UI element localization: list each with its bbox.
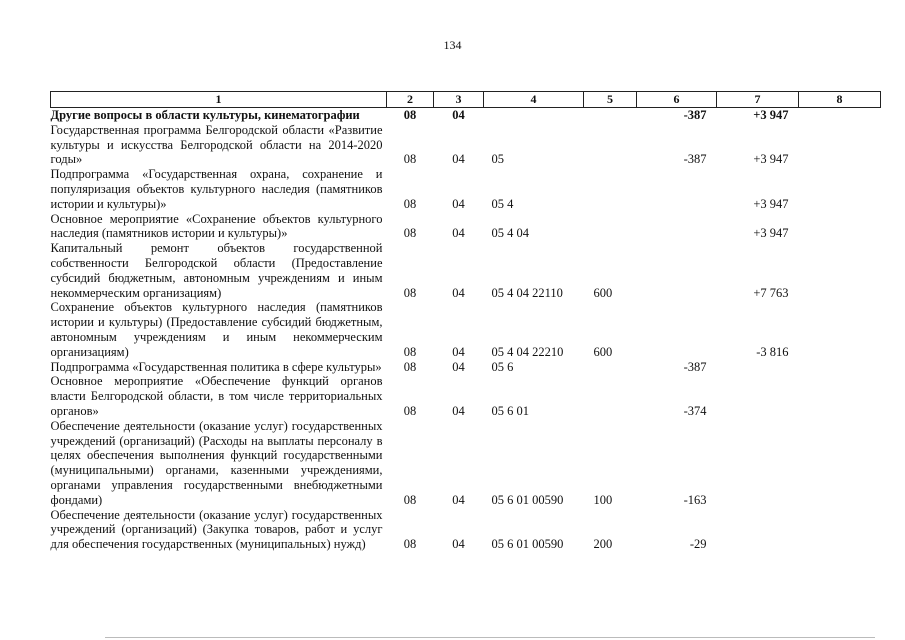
cell-col8 <box>799 508 881 552</box>
cell-section: 08 <box>403 285 417 300</box>
cell-col7: +3 947 <box>753 196 789 211</box>
cell-section: 08 <box>403 196 417 211</box>
row-name: Подпрограмма «Государственная политика в сфере культуры» <box>50 359 382 374</box>
cell-subsection: 04 <box>452 108 465 122</box>
cell-section: 08 <box>403 226 417 241</box>
column-header: 4 <box>484 92 584 108</box>
header-row <box>51 92 881 108</box>
cell-expense-type <box>584 360 637 375</box>
cell-col8 <box>799 167 881 211</box>
cell-section: 08 <box>403 403 417 418</box>
cell-col8 <box>799 374 881 418</box>
row-name: Сохранение объектов культурного наследия (памятников истории и культуры) (Предоставление субсидий бюджетным, автономным учреждениям и иным некоммерческим организациям) <box>50 300 383 359</box>
cell-target-code: 05 4 <box>491 196 514 211</box>
cell-col6: -387 <box>683 152 707 167</box>
row-name: Другие вопросы в области культуры, кинематографии <box>50 108 360 122</box>
cell-expense-type <box>584 374 637 418</box>
cell-col6: -374 <box>683 403 707 418</box>
cell-col6: -163 <box>683 492 707 507</box>
cell-subsection: 04 <box>452 152 465 167</box>
cell-expense-type: 100 <box>593 492 613 507</box>
row-name: Капитальный ремонт объектов государственной собственности Белгородской области (Предоставление субсидий бюджетным, автономным учреждениям и иным некоммерческим организациям) <box>50 241 383 300</box>
table-row <box>51 241 881 300</box>
cell-section: 08 <box>403 108 417 122</box>
cell-col6: -387 <box>683 359 707 374</box>
cell-col7 <box>717 360 799 375</box>
cell-col8 <box>799 419 881 508</box>
cell-target-code: 05 4 04 22110 <box>491 285 563 300</box>
cell-expense-type <box>584 108 637 123</box>
row-name: Обеспечение деятельности (оказание услуг) государственных учреждений (организаций) (Закупка товаров, работ и услуг для обеспечения государственных (муниципальных) нужд) <box>50 507 383 552</box>
cell-target-code: 05 6 <box>491 359 514 374</box>
cell-col7: +3 947 <box>753 226 789 241</box>
column-header: 7 <box>717 92 799 108</box>
cell-section: 08 <box>403 359 417 374</box>
cell-subsection: 04 <box>452 344 465 359</box>
cell-col7 <box>717 419 799 508</box>
cell-col7 <box>717 374 799 418</box>
cell-col7 <box>717 508 799 552</box>
row-name: Основное мероприятие «Обеспечение функций органов власти Белгородской области, в том числе территориальных органов» <box>50 374 383 418</box>
cell-col7: +7 763 <box>753 285 789 300</box>
cell-section: 08 <box>403 492 417 507</box>
cell-target-code: 05 4 04 22210 <box>491 344 564 359</box>
table-row <box>51 508 881 552</box>
column-header: 8 <box>799 92 881 108</box>
page-number: 134 <box>443 38 462 52</box>
page-bottom-divider <box>105 637 875 638</box>
row-name: Подпрограмма «Государственная охрана, сохранение и популяризация объектов культурного наследия (памятников истории и культуры)» <box>50 167 383 211</box>
table-row <box>51 123 881 167</box>
cell-target-code: 05 6 01 <box>491 403 529 418</box>
cell-col6 <box>637 241 717 300</box>
column-header: 1 <box>51 92 387 108</box>
cell-col7: -3 816 <box>756 344 789 359</box>
cell-subsection: 04 <box>452 196 465 211</box>
row-name: Обеспечение деятельности (оказание услуг) государственных учреждений (организаций) (Расходы на выплаты персоналу в целях обеспечения выполнения функций государственными (муниципальными) органами, казенными учреждениями, органами управления государственными внебюджетными фондами) <box>50 418 383 507</box>
cell-expense-type <box>584 167 637 211</box>
table-row <box>51 419 881 508</box>
table-row <box>51 374 881 418</box>
cell-col8 <box>799 241 881 300</box>
cell-col6: -387 <box>683 108 707 122</box>
cell-target-code: 05 6 01 00590 <box>491 492 564 507</box>
cell-subsection: 04 <box>452 226 465 241</box>
column-header: 6 <box>637 92 717 108</box>
cell-subsection: 04 <box>452 285 465 300</box>
table-row <box>51 300 881 359</box>
cell-subsection: 04 <box>452 492 465 507</box>
cell-col7: +3 947 <box>753 108 789 122</box>
cell-col8 <box>799 212 881 242</box>
cell-expense-type: 200 <box>593 537 613 552</box>
cell-col6 <box>637 300 717 359</box>
table-row <box>51 360 881 375</box>
cell-expense-type <box>584 212 637 242</box>
cell-target-code: 05 6 01 00590 <box>491 537 564 552</box>
row-name: Основное мероприятие «Сохранение объектов культурного наследия (памятников истории и культуры)» <box>50 211 383 241</box>
cell-section: 08 <box>403 537 417 552</box>
cell-col6 <box>637 167 717 211</box>
row-name: Государственная программа Белгородской области «Развитие культуры и искусства Белгородской области на 2014-2020 годы» <box>50 122 383 167</box>
column-header: 2 <box>387 92 434 108</box>
cell-col8 <box>799 123 881 167</box>
cell-section: 08 <box>403 344 417 359</box>
cell-col6: -29 <box>689 537 707 552</box>
cell-expense-type: 600 <box>593 344 613 359</box>
cell-col6 <box>637 212 717 242</box>
table-row <box>51 108 881 123</box>
cell-col8 <box>799 108 881 123</box>
cell-expense-type: 600 <box>593 285 613 300</box>
table-row <box>51 212 881 242</box>
cell-target-code <box>484 108 584 123</box>
budget-table <box>50 91 881 552</box>
cell-target-code: 05 <box>491 152 504 167</box>
cell-target-code: 05 4 04 <box>491 226 529 241</box>
table-row <box>51 167 881 211</box>
cell-subsection: 04 <box>452 359 465 374</box>
cell-section: 08 <box>403 152 417 167</box>
cell-col8 <box>799 300 881 359</box>
cell-col8 <box>799 360 881 375</box>
column-header: 5 <box>584 92 637 108</box>
cell-col7: +3 947 <box>753 152 789 167</box>
column-header: 3 <box>434 92 484 108</box>
cell-subsection: 04 <box>452 537 465 552</box>
cell-subsection: 04 <box>452 403 465 418</box>
cell-expense-type <box>584 123 637 167</box>
